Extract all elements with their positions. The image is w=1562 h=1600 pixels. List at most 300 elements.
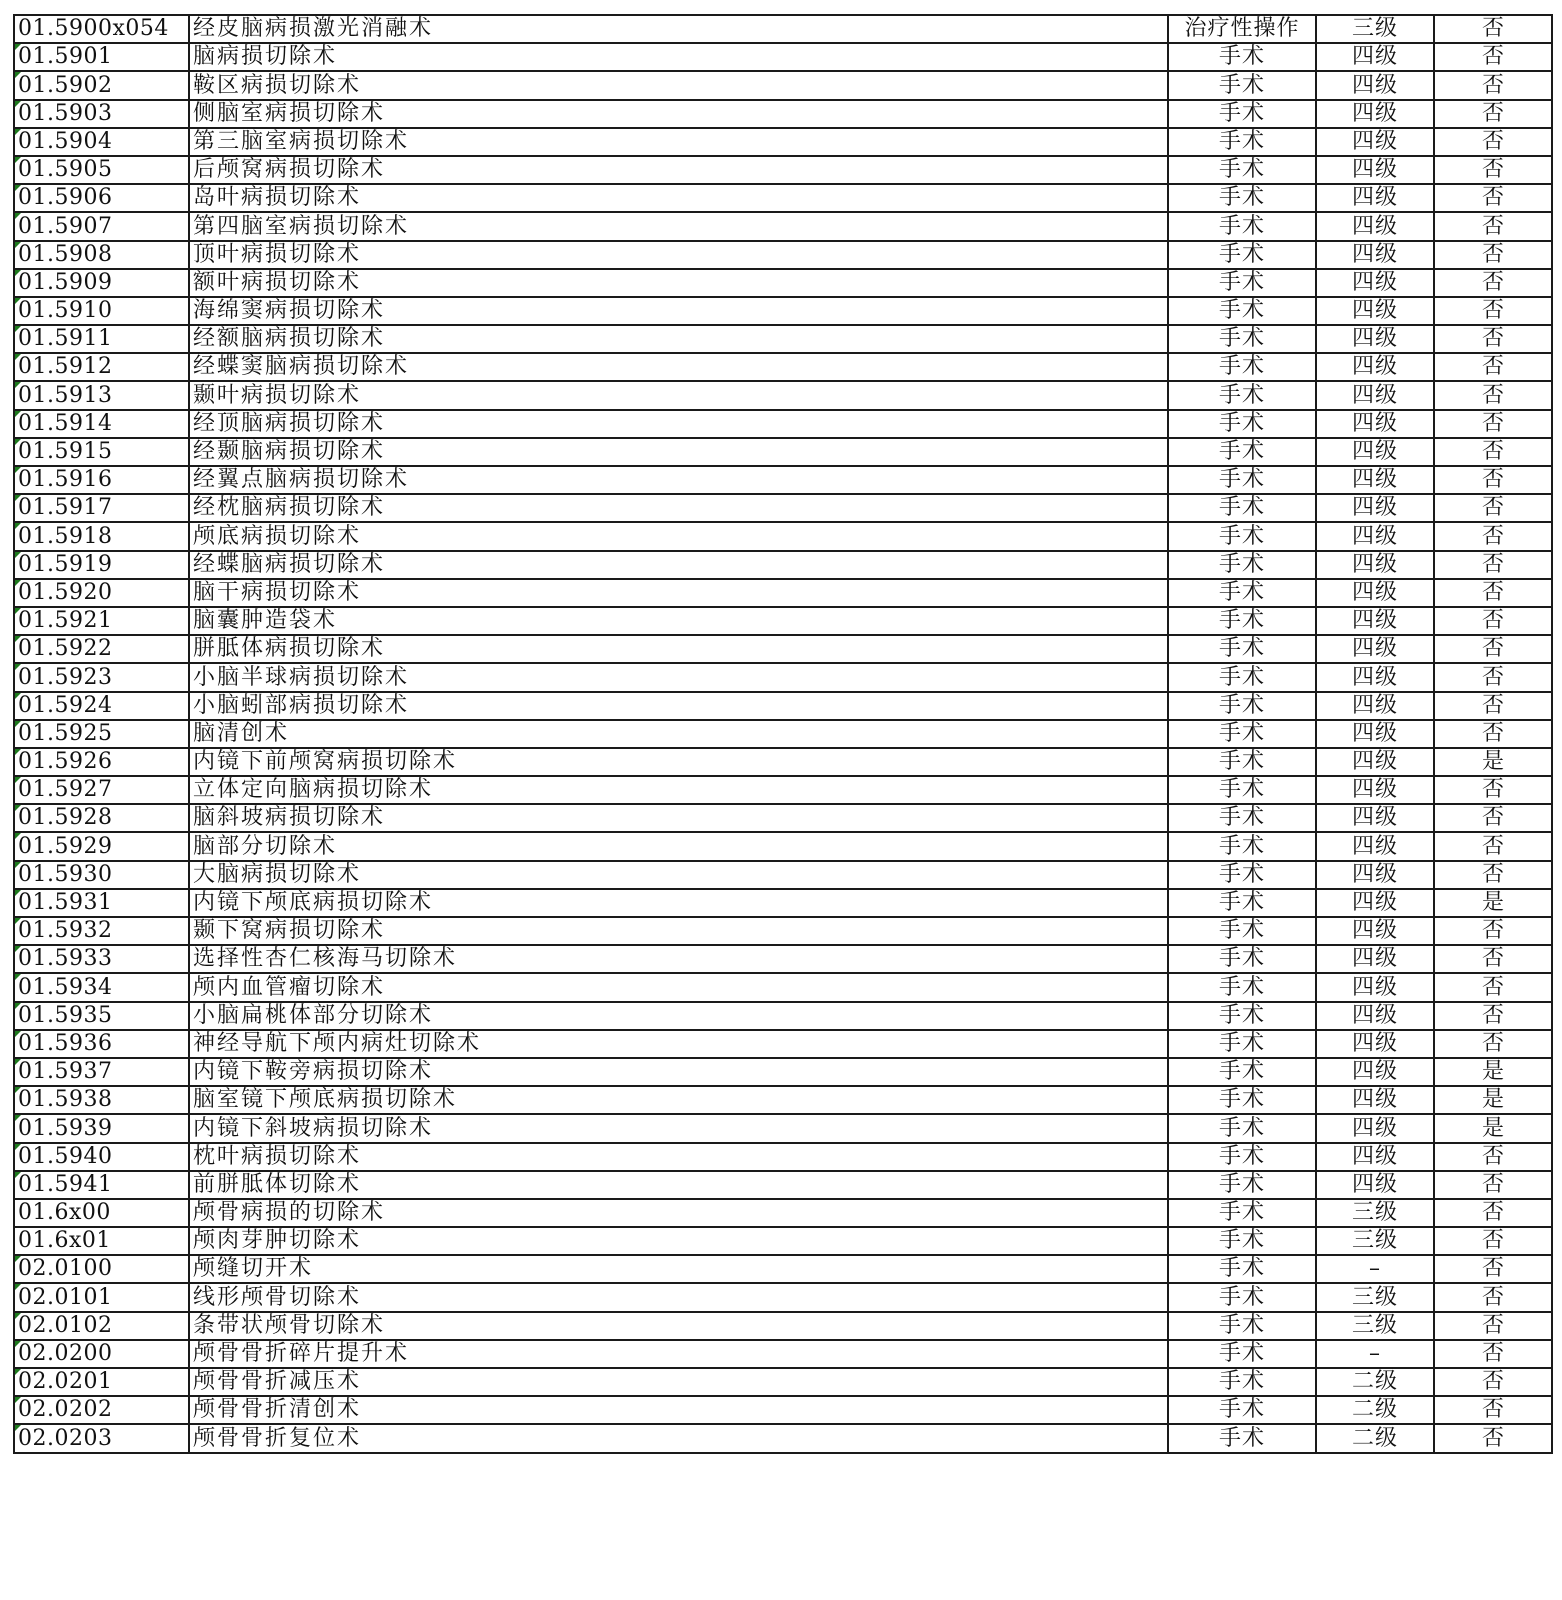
cell-flag-text: 否: [1481, 157, 1504, 183]
cell-flag-text: 否: [1481, 805, 1504, 831]
cell-operation-type[interactable]: [1168, 381, 1316, 409]
cell-code[interactable]: [14, 438, 189, 466]
cell-flag[interactable]: [1434, 917, 1552, 945]
cell-procedure-name[interactable]: [189, 71, 1168, 99]
cell-surgery-level[interactable]: [1316, 128, 1434, 156]
cell-flag[interactable]: [1434, 1199, 1552, 1227]
cell-flag[interactable]: [1434, 861, 1552, 889]
cell-code[interactable]: [14, 1058, 189, 1086]
cell-operation-type[interactable]: [1168, 1030, 1316, 1058]
cell-procedure-name[interactable]: [189, 1396, 1168, 1424]
cell-flag[interactable]: [1434, 692, 1552, 720]
cell-operation-type[interactable]: [1168, 720, 1316, 748]
cell-surgery-level[interactable]: [1316, 607, 1434, 635]
cell-operation-type[interactable]: [1168, 325, 1316, 353]
cell-code[interactable]: [14, 607, 189, 635]
cell-flag[interactable]: [1434, 720, 1552, 748]
cell-procedure-name[interactable]: [189, 720, 1168, 748]
cell-surgery-level[interactable]: [1316, 1283, 1434, 1311]
cell-flag[interactable]: [1434, 635, 1552, 663]
cell-flag[interactable]: [1434, 1312, 1552, 1340]
cell-surgery-level[interactable]: [1316, 15, 1434, 43]
cell-code[interactable]: [14, 973, 189, 1001]
cell-flag[interactable]: [1434, 579, 1552, 607]
cell-code[interactable]: [14, 1340, 189, 1368]
cell-operation-type[interactable]: [1168, 100, 1316, 128]
cell-surgery-level[interactable]: [1316, 1396, 1434, 1424]
cell-code[interactable]: [14, 494, 189, 522]
cell-surgery-level[interactable]: [1316, 945, 1434, 973]
table-row: [14, 1312, 1552, 1340]
cell-flag[interactable]: [1434, 71, 1552, 99]
cell-flag[interactable]: [1434, 1143, 1552, 1171]
cell-surgery-level[interactable]: [1316, 579, 1434, 607]
cell-code[interactable]: [14, 15, 189, 43]
cell-operation-type[interactable]: [1168, 945, 1316, 973]
cell-surgery-level[interactable]: [1316, 466, 1434, 494]
cell-surgery-level[interactable]: [1316, 1340, 1434, 1368]
cell-flag[interactable]: [1434, 381, 1552, 409]
cell-flag[interactable]: [1434, 663, 1552, 691]
cell-operation-type[interactable]: [1168, 15, 1316, 43]
cell-code[interactable]: [14, 832, 189, 860]
cell-surgery-level[interactable]: [1316, 100, 1434, 128]
cell-flag[interactable]: [1434, 804, 1552, 832]
cell-note-marker-icon: [15, 1059, 21, 1065]
cell-surgery-level[interactable]: [1316, 1199, 1434, 1227]
cell-operation-type[interactable]: [1168, 1368, 1316, 1396]
table-row: [14, 100, 1552, 128]
cell-surgery-level[interactable]: [1316, 43, 1434, 71]
cell-flag[interactable]: [1434, 748, 1552, 776]
cell-procedure-name[interactable]: [189, 466, 1168, 494]
cell-procedure-name[interactable]: [189, 551, 1168, 579]
cell-code[interactable]: [14, 466, 189, 494]
cell-flag[interactable]: [1434, 184, 1552, 212]
cell-surgery-level-text: 二级: [1351, 1369, 1398, 1395]
cell-procedure-name[interactable]: [189, 1171, 1168, 1199]
cell-flag[interactable]: [1434, 297, 1552, 325]
cell-surgery-level[interactable]: [1316, 297, 1434, 325]
cell-surgery-level[interactable]: [1316, 635, 1434, 663]
cell-operation-type[interactable]: [1168, 861, 1316, 889]
cell-code[interactable]: [14, 579, 189, 607]
cell-flag[interactable]: [1434, 1002, 1552, 1030]
cell-surgery-level[interactable]: [1316, 973, 1434, 1001]
cell-note-marker-icon: [15, 946, 21, 952]
cell-code[interactable]: [14, 1199, 189, 1227]
cell-operation-type[interactable]: [1168, 438, 1316, 466]
cell-code[interactable]: [14, 71, 189, 99]
cell-operation-type[interactable]: [1168, 1312, 1316, 1340]
cell-operation-type-text: 手术: [1218, 579, 1265, 605]
cell-procedure-name[interactable]: [189, 692, 1168, 720]
cell-code[interactable]: [14, 720, 189, 748]
cell-flag[interactable]: [1434, 325, 1552, 353]
cell-flag[interactable]: [1434, 889, 1552, 917]
cell-operation-type[interactable]: [1168, 269, 1316, 297]
cell-surgery-level[interactable]: [1316, 776, 1434, 804]
cell-surgery-level[interactable]: [1316, 522, 1434, 550]
cell-flag[interactable]: [1434, 353, 1552, 381]
cell-procedure-name[interactable]: [189, 1424, 1168, 1452]
cell-flag[interactable]: [1434, 945, 1552, 973]
cell-surgery-level[interactable]: [1316, 1086, 1434, 1114]
cell-note-marker-icon: [15, 1284, 21, 1290]
cell-surgery-level[interactable]: [1316, 889, 1434, 917]
cell-code[interactable]: [14, 1255, 189, 1283]
cell-code[interactable]: [14, 1143, 189, 1171]
cell-operation-type[interactable]: [1168, 466, 1316, 494]
table-row: [14, 889, 1552, 917]
cell-code[interactable]: [14, 1368, 189, 1396]
cell-operation-type-text: 手术: [1218, 467, 1265, 493]
cell-procedure-name[interactable]: [189, 297, 1168, 325]
cell-surgery-level[interactable]: [1316, 804, 1434, 832]
cell-procedure-name[interactable]: [189, 522, 1168, 550]
cell-note-marker-icon: [15, 1425, 21, 1431]
cell-procedure-name[interactable]: [189, 156, 1168, 184]
cell-code-text: 01.5914: [18, 410, 113, 436]
cell-operation-type[interactable]: [1168, 1396, 1316, 1424]
cell-procedure-name[interactable]: [189, 353, 1168, 381]
cell-code[interactable]: [14, 184, 189, 212]
cell-note-marker-icon: [15, 1115, 21, 1121]
cell-code[interactable]: [14, 381, 189, 409]
cell-note-marker-icon: [15, 974, 21, 980]
cell-code-text: 01.5907: [18, 213, 113, 239]
cell-operation-type[interactable]: [1168, 1199, 1316, 1227]
cell-flag-text: 否: [1481, 636, 1504, 662]
cell-flag[interactable]: [1434, 212, 1552, 240]
cell-procedure-name[interactable]: [189, 1086, 1168, 1114]
cell-procedure-name[interactable]: [189, 945, 1168, 973]
cell-surgery-level[interactable]: [1316, 1002, 1434, 1030]
cell-code[interactable]: [14, 1312, 189, 1340]
cell-procedure-name[interactable]: [189, 1368, 1168, 1396]
cell-procedure-name[interactable]: [189, 635, 1168, 663]
cell-surgery-level[interactable]: [1316, 1171, 1434, 1199]
cell-flag[interactable]: [1434, 100, 1552, 128]
cell-code[interactable]: [14, 353, 189, 381]
cell-procedure-name[interactable]: [189, 1143, 1168, 1171]
cell-surgery-level[interactable]: [1316, 1058, 1434, 1086]
cell-code[interactable]: [14, 1396, 189, 1424]
cell-procedure-name[interactable]: [189, 269, 1168, 297]
cell-flag[interactable]: [1434, 1171, 1552, 1199]
cell-code[interactable]: [14, 156, 189, 184]
cell-surgery-level[interactable]: [1316, 156, 1434, 184]
cell-operation-type[interactable]: [1168, 692, 1316, 720]
cell-code[interactable]: [14, 241, 189, 269]
cell-procedure-name[interactable]: [189, 776, 1168, 804]
cell-code[interactable]: [14, 43, 189, 71]
cell-operation-type[interactable]: [1168, 832, 1316, 860]
cell-flag[interactable]: [1434, 1114, 1552, 1142]
cell-surgery-level[interactable]: [1316, 1312, 1434, 1340]
cell-code[interactable]: [14, 804, 189, 832]
cell-code[interactable]: [14, 325, 189, 353]
cell-flag[interactable]: [1434, 832, 1552, 860]
cell-flag[interactable]: [1434, 522, 1552, 550]
cell-procedure-name[interactable]: [189, 663, 1168, 691]
cell-procedure-name[interactable]: [189, 494, 1168, 522]
cell-flag[interactable]: [1434, 1396, 1552, 1424]
cell-operation-type[interactable]: [1168, 1143, 1316, 1171]
cell-surgery-level[interactable]: [1316, 438, 1434, 466]
cell-operation-type[interactable]: [1168, 1171, 1316, 1199]
cell-surgery-level[interactable]: [1316, 861, 1434, 889]
cell-procedure-name[interactable]: [189, 184, 1168, 212]
cell-procedure-name-text: 内镜下颅底病损切除术: [193, 890, 434, 915]
cell-code[interactable]: [14, 1424, 189, 1452]
cell-code[interactable]: [14, 635, 189, 663]
cell-code[interactable]: [14, 269, 189, 297]
cell-surgery-level[interactable]: [1316, 551, 1434, 579]
table-row: [14, 1255, 1552, 1283]
cell-operation-type[interactable]: [1168, 494, 1316, 522]
cell-procedure-name[interactable]: [189, 748, 1168, 776]
cell-procedure-name[interactable]: [189, 15, 1168, 43]
cell-procedure-name[interactable]: [189, 1114, 1168, 1142]
cell-operation-type-text: 手术: [1218, 974, 1265, 1000]
cell-code[interactable]: [14, 128, 189, 156]
cell-flag[interactable]: [1434, 607, 1552, 635]
cell-procedure-name[interactable]: [189, 889, 1168, 917]
cell-surgery-level[interactable]: [1316, 1143, 1434, 1171]
cell-flag[interactable]: [1434, 551, 1552, 579]
cell-operation-type[interactable]: [1168, 551, 1316, 579]
cell-code[interactable]: [14, 1030, 189, 1058]
cell-surgery-level-text: 四级: [1351, 44, 1398, 70]
cell-surgery-level-text: 三级: [1351, 1228, 1398, 1254]
cell-flag[interactable]: [1434, 15, 1552, 43]
cell-operation-type[interactable]: [1168, 607, 1316, 635]
cell-operation-type-text: 手术: [1218, 1341, 1265, 1366]
cell-code[interactable]: [14, 522, 189, 550]
cell-procedure-name[interactable]: [189, 212, 1168, 240]
table-row: [14, 1086, 1552, 1114]
cell-flag[interactable]: [1434, 1255, 1552, 1283]
cell-operation-type[interactable]: [1168, 804, 1316, 832]
cell-flag[interactable]: [1434, 1086, 1552, 1114]
cell-surgery-level[interactable]: [1316, 1368, 1434, 1396]
cell-operation-type[interactable]: [1168, 1227, 1316, 1255]
cell-operation-type-text: 手术: [1218, 805, 1265, 831]
cell-procedure-name[interactable]: [189, 1312, 1168, 1340]
cell-code[interactable]: [14, 100, 189, 128]
cell-flag[interactable]: [1434, 156, 1552, 184]
cell-operation-type[interactable]: [1168, 1058, 1316, 1086]
cell-procedure-name[interactable]: [189, 607, 1168, 635]
cell-operation-type[interactable]: [1168, 917, 1316, 945]
cell-procedure-name[interactable]: [189, 325, 1168, 353]
cell-procedure-name[interactable]: [189, 1340, 1168, 1368]
cell-operation-type[interactable]: [1168, 297, 1316, 325]
cell-flag[interactable]: [1434, 43, 1552, 71]
cell-code[interactable]: [14, 889, 189, 917]
cell-code[interactable]: [14, 945, 189, 973]
cell-procedure-name[interactable]: [189, 1255, 1168, 1283]
cell-flag[interactable]: [1434, 1424, 1552, 1452]
cell-flag[interactable]: [1434, 1227, 1552, 1255]
cell-flag-text: 否: [1481, 918, 1504, 944]
cell-code[interactable]: [14, 1283, 189, 1311]
cell-operation-type[interactable]: [1168, 1255, 1316, 1283]
cell-surgery-level[interactable]: [1316, 325, 1434, 353]
table-row: [14, 861, 1552, 889]
cell-code[interactable]: [14, 551, 189, 579]
cell-operation-type[interactable]: [1168, 353, 1316, 381]
cell-flag-text: 否: [1481, 1284, 1504, 1310]
cell-surgery-level-text: 三级: [1351, 1200, 1398, 1226]
cell-code[interactable]: [14, 776, 189, 804]
cell-procedure-name[interactable]: [189, 1002, 1168, 1030]
cell-surgery-level[interactable]: [1316, 212, 1434, 240]
cell-surgery-level[interactable]: [1316, 269, 1434, 297]
cell-code[interactable]: [14, 1002, 189, 1030]
cell-flag[interactable]: [1434, 438, 1552, 466]
cell-surgery-level-text: 四级: [1351, 213, 1398, 239]
cell-procedure-name-text: 岛叶病损切除术: [193, 185, 362, 211]
cell-code[interactable]: [14, 748, 189, 776]
cell-surgery-level[interactable]: [1316, 410, 1434, 438]
cell-surgery-level[interactable]: [1316, 832, 1434, 860]
cell-surgery-level[interactable]: [1316, 1424, 1434, 1452]
cell-code[interactable]: [14, 1114, 189, 1142]
cell-surgery-level[interactable]: [1316, 241, 1434, 269]
cell-operation-type[interactable]: [1168, 1340, 1316, 1368]
cell-flag[interactable]: [1434, 1058, 1552, 1086]
cell-operation-type[interactable]: [1168, 663, 1316, 691]
cell-surgery-level[interactable]: [1316, 184, 1434, 212]
cell-procedure-name-text: 颅肉芽肿切除术: [193, 1228, 362, 1254]
cell-code[interactable]: [14, 410, 189, 438]
cell-flag[interactable]: [1434, 973, 1552, 1001]
cell-flag[interactable]: [1434, 1283, 1552, 1311]
cell-operation-type[interactable]: [1168, 43, 1316, 71]
cell-surgery-level[interactable]: [1316, 353, 1434, 381]
cell-operation-type[interactable]: [1168, 1002, 1316, 1030]
cell-code[interactable]: [14, 1227, 189, 1255]
cell-flag[interactable]: [1434, 128, 1552, 156]
cell-flag[interactable]: [1434, 1368, 1552, 1396]
cell-procedure-name[interactable]: [189, 241, 1168, 269]
cell-surgery-level-text: 四级: [1351, 664, 1398, 690]
cell-operation-type[interactable]: [1168, 1424, 1316, 1452]
cell-operation-type[interactable]: [1168, 635, 1316, 663]
cell-flag[interactable]: [1434, 494, 1552, 522]
cell-surgery-level[interactable]: [1316, 1030, 1434, 1058]
cell-flag[interactable]: [1434, 1340, 1552, 1368]
cell-procedure-name[interactable]: [189, 973, 1168, 1001]
cell-surgery-level[interactable]: [1316, 494, 1434, 522]
cell-procedure-name-text: 第四脑室病损切除术: [193, 213, 410, 239]
cell-surgery-level-text: 四级: [1351, 918, 1398, 944]
cell-procedure-name[interactable]: [189, 43, 1168, 71]
cell-code[interactable]: [14, 1086, 189, 1114]
table-row: [14, 776, 1552, 804]
cell-procedure-name[interactable]: [189, 1058, 1168, 1086]
cell-surgery-level[interactable]: [1316, 692, 1434, 720]
cell-procedure-name-text: 经皮脑病损激光消融术: [193, 16, 434, 42]
cell-surgery-level[interactable]: [1316, 71, 1434, 99]
cell-operation-type[interactable]: [1168, 1283, 1316, 1311]
cell-procedure-name[interactable]: [189, 100, 1168, 128]
cell-procedure-name[interactable]: [189, 410, 1168, 438]
cell-procedure-name[interactable]: [189, 832, 1168, 860]
cell-procedure-name[interactable]: [189, 1030, 1168, 1058]
cell-surgery-level[interactable]: [1316, 917, 1434, 945]
cell-operation-type[interactable]: [1168, 579, 1316, 607]
cell-code[interactable]: [14, 212, 189, 240]
table-row: [14, 438, 1552, 466]
cell-procedure-name[interactable]: [189, 1227, 1168, 1255]
cell-operation-type[interactable]: [1168, 776, 1316, 804]
cell-procedure-name-text: 经枕脑病损切除术: [193, 495, 386, 521]
cell-surgery-level[interactable]: [1316, 1227, 1434, 1255]
cell-procedure-name[interactable]: [189, 804, 1168, 832]
cell-operation-type[interactable]: [1168, 1086, 1316, 1114]
cell-surgery-level[interactable]: [1316, 720, 1434, 748]
cell-surgery-level-text: 四级: [1351, 241, 1398, 267]
cell-procedure-name[interactable]: [189, 128, 1168, 156]
cell-surgery-level[interactable]: [1316, 663, 1434, 691]
cell-operation-type[interactable]: [1168, 71, 1316, 99]
cell-surgery-level-text: –: [1369, 1256, 1381, 1282]
cell-procedure-name[interactable]: [189, 1283, 1168, 1311]
table-row: [14, 1396, 1552, 1424]
cell-code-text: 02.0203: [18, 1425, 113, 1451]
cell-code[interactable]: [14, 663, 189, 691]
cell-flag[interactable]: [1434, 410, 1552, 438]
cell-operation-type[interactable]: [1168, 212, 1316, 240]
cell-operation-type[interactable]: [1168, 1114, 1316, 1142]
cell-surgery-level[interactable]: [1316, 748, 1434, 776]
cell-surgery-level[interactable]: [1316, 381, 1434, 409]
cell-code[interactable]: [14, 692, 189, 720]
cell-operation-type[interactable]: [1168, 184, 1316, 212]
cell-code[interactable]: [14, 861, 189, 889]
cell-code[interactable]: [14, 917, 189, 945]
cell-flag[interactable]: [1434, 466, 1552, 494]
cell-flag[interactable]: [1434, 776, 1552, 804]
cell-procedure-name[interactable]: [189, 579, 1168, 607]
cell-flag[interactable]: [1434, 241, 1552, 269]
cell-operation-type[interactable]: [1168, 748, 1316, 776]
cell-procedure-name[interactable]: [189, 917, 1168, 945]
cell-code[interactable]: [14, 297, 189, 325]
cell-procedure-name[interactable]: [189, 1199, 1168, 1227]
cell-operation-type[interactable]: [1168, 156, 1316, 184]
cell-surgery-level[interactable]: [1316, 1255, 1434, 1283]
cell-operation-type[interactable]: [1168, 128, 1316, 156]
cell-operation-type[interactable]: [1168, 522, 1316, 550]
cell-procedure-name[interactable]: [189, 861, 1168, 889]
cell-procedure-name[interactable]: [189, 438, 1168, 466]
cell-code[interactable]: [14, 1171, 189, 1199]
cell-surgery-level[interactable]: [1316, 1114, 1434, 1142]
cell-operation-type[interactable]: [1168, 889, 1316, 917]
cell-flag[interactable]: [1434, 1030, 1552, 1058]
cell-procedure-name[interactable]: [189, 381, 1168, 409]
cell-code-text: 01.5925: [18, 720, 113, 746]
cell-operation-type[interactable]: [1168, 241, 1316, 269]
cell-flag[interactable]: [1434, 269, 1552, 297]
cell-operation-type[interactable]: [1168, 973, 1316, 1001]
cell-procedure-name-text: 侧脑室病损切除术: [193, 100, 386, 126]
cell-operation-type[interactable]: [1168, 410, 1316, 438]
